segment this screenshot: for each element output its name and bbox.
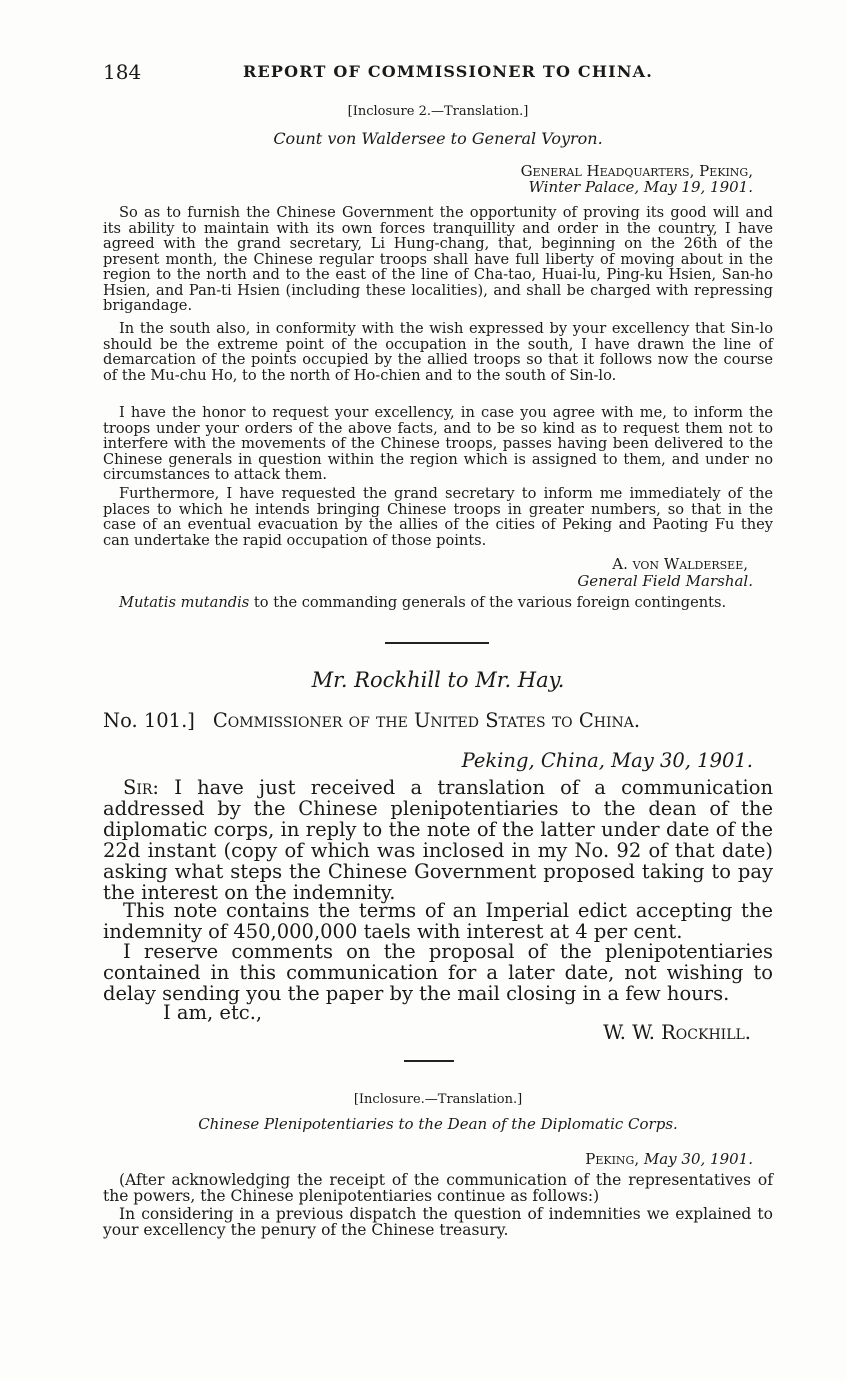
- section-divider: [404, 1060, 454, 1062]
- page-header: [103, 60, 773, 90]
- inclosure2-paragraph: I have the honor to request your excellency, in case you agree with me, to inform the troops under your orders of the above facts, and to be so kind as to request them not to interfere with the movements of the Chinese troops, passes having been delivered to the Chinese generals in question within the region which is assigned to them, and under no circumstances to attack them.: [103, 404, 773, 483]
- letter-dateline: Peking, China, May 30, 1901.: [461, 749, 753, 772]
- letter-number: No. 101.]: [103, 709, 195, 732]
- letter-closing: I am, etc.,: [163, 1001, 263, 1024]
- letter-title: Mr. Rockhill to Mr. Hay.: [311, 668, 565, 692]
- page-number: 184: [103, 60, 142, 84]
- section-divider: [385, 642, 489, 644]
- letter-salutation: Sir:: [123, 776, 159, 799]
- letter-paragraph: I reserve comments on the proposal of the plenipotentiaries contained in this communication for a later date, not wishing to delay sending you the paper by the mail closing in a few hours.: [103, 940, 773, 1005]
- inclosure2-signature-name: A. von Waldersee,: [612, 555, 748, 573]
- inclosure-title: Chinese Plenipotentiaries to the Dean of the Diplomatic Corps.: [198, 1115, 678, 1133]
- letter-paragraph-text: I have just received a translation of a communication addressed by the Chinese plenipotentiaries to the dean of the diplomatic corps, in reply to the note of the latter under date of the 22d instant (copy of which was inclosed in my No. 92 of that date) asking what steps the Chinese Government proposed taking to pay the interest on the indemnity.: [103, 776, 773, 904]
- inclosure2-paragraph: Furthermore, I have requested the grand secretary to inform me immediately of the places to which he intends bringing Chinese troops in greater numbers, so that in the case of an eventual evacuation by the allies of the cities of Peking and Paoting Fu they can undertake the rapid occupation of those points.: [103, 485, 773, 549]
- letter-signature: W. W. Rockhill.: [603, 1021, 751, 1044]
- inclosure-dateline: [103, 1152, 753, 1168]
- letter-paragraph: This note contains the terms of an Imperial edict accepting the indemnity of 450,000,000 taels with interest at 4 per cent.: [103, 899, 773, 943]
- inclosure2-paragraph: So as to furnish the Chinese Government the opportunity of proving its good will and its ability to maintain with its own forces tranquillity and order in the country, I have agreed with the grand secretary, Li Hung-chang, that, beginning on the 26th of the present month, the Chinese regular troops shall have full liberty of moving about in the region to the north and to the east of the line of Cha-tao, Huai-lu, Ping-ku Hsien, San-ho Hsien, and Pan-ti Hsien (including these localities), and shall be charged with repressing brigandage.: [103, 204, 773, 314]
- postscript-latin: Mutatis mutandis: [119, 594, 250, 611]
- letter-office: Commissioner of the United States to China.: [212, 709, 641, 732]
- inclosure2-paragraph: In the south also, in conformity with the wish expressed by your excellency that Sin-lo should be the extreme point of the occupation in the south, I have drawn the line of demarcation of the points occupied by the allied troops so that it follows now the course of the Mu-chu Ho, to the north of Ho-chien and to the south of Sin-lo.: [103, 320, 773, 384]
- inclosure2-date: Winter Palace, May 19, 1901.: [528, 178, 753, 196]
- inclosure2-postscript: [103, 595, 773, 611]
- letter-paragraph: [103, 777, 773, 903]
- inclosure2-place: General Headquarters, Peking,: [520, 162, 753, 180]
- inclosure2-signature-title: General Field Marshal.: [577, 572, 753, 590]
- postscript-text: to the commanding generals of the various foreign contingents.: [249, 594, 727, 611]
- letter-heading: [103, 710, 773, 731]
- inclosure-paragraph: (After acknowledging the receipt of the communication of the representatives of the powers, the Chinese plenipotentiaries continue as follows:): [103, 1171, 773, 1205]
- inclosure-label: [Inclosure.—Translation.]: [353, 1092, 523, 1107]
- running-title: REPORT OF COMMISSIONER TO CHINA.: [243, 62, 654, 81]
- inclosure2-title: Count von Waldersee to General Voyron.: [273, 129, 603, 148]
- inclosure-paragraph: In considering in a previous dispatch the question of indemnities we explained to your excellency the penury of the Chinese treasury.: [103, 1205, 773, 1239]
- inclosure-place: Peking,: [585, 1150, 640, 1168]
- inclosure-date: May 30, 1901.: [639, 1150, 753, 1168]
- inclosure2-label: [Inclosure 2.—Translation.]: [347, 104, 529, 119]
